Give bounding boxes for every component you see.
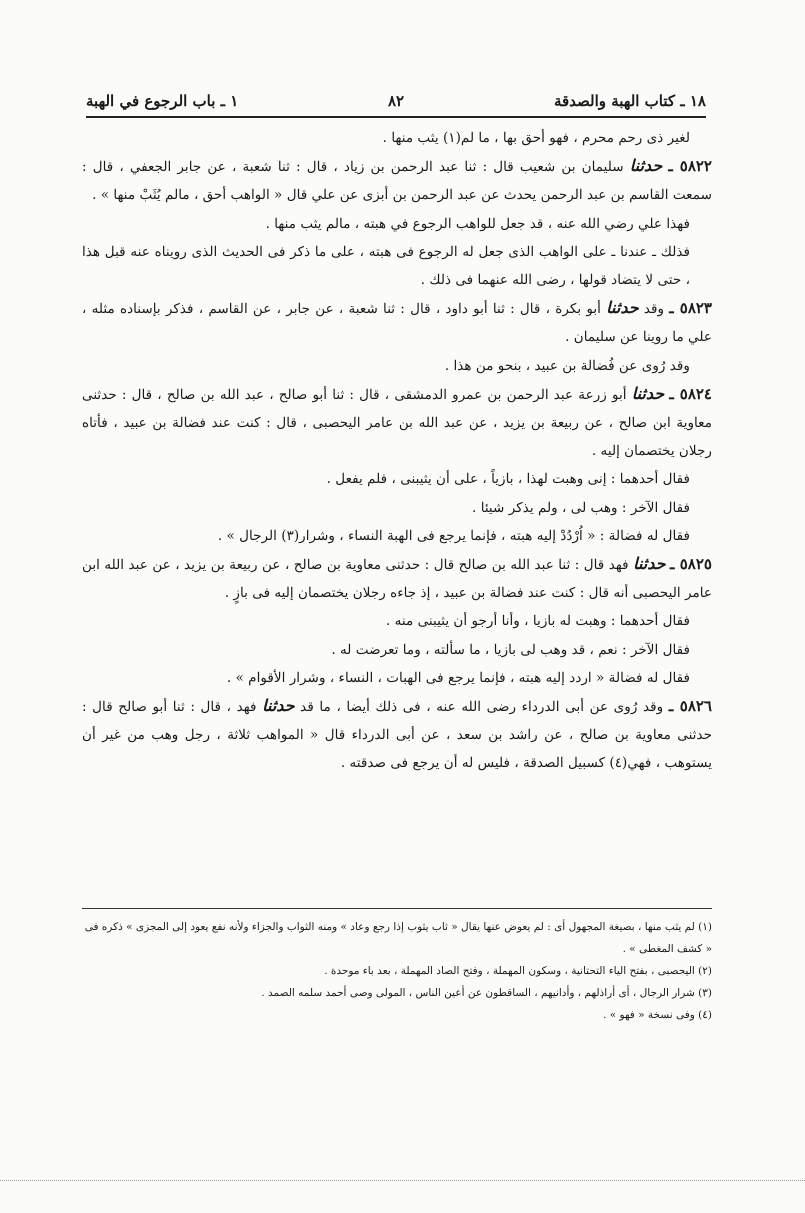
hadith-keyword: حدثنا	[631, 383, 665, 403]
text-line: فقال الآخر : وهب لى ، ولم يذكر شيئا .	[472, 499, 690, 516]
hadith-number: ٥٨٢٣ ـ	[669, 299, 712, 318]
main-text	[82, 124, 712, 778]
text-line: فقال له فضالة « اردد إليه هبته ، فإنما يرجع فى الهبات ، النساء ، وشرار الأقوام » .	[226, 669, 690, 686]
header-rule	[86, 116, 706, 118]
hadith-5823: ٥٨٢٣ ـ وقد حدثنا أبو بكرة ، قال : ثنا أبو داود ، قال : ثنا شعبة ، عن جابر ، عن القاسم ، فذكر بإسناده مثله ، علي ما روينا عن سليمان .	[82, 298, 712, 346]
hadith-keyword: حدثنا	[633, 554, 666, 574]
text-line: فقال الآخر : نعم ، قد وهب لى بازيا ، ما سألته ، وما تعرضت له .	[331, 641, 690, 658]
text-line: لغير ذى رحم محرم ، فهو أحق بها ، ما لم(١) يثب منها .	[382, 130, 690, 146]
running-header	[86, 92, 706, 116]
hadith-keyword: حدثنا	[629, 156, 663, 176]
text-line: فهذا علي رضي الله عنه ، قد جعل للواهب الرجوع في هبته ، مالم يثب منها .	[265, 215, 690, 232]
hadith-5822: ٥٨٢٢ ـ حدثنا سليمان بن شعيب قال : ثنا عبد الرحمن بن زياد ، قال : ثنا شعبة ، عن جابر الجعفي ، قال : سمعت القاسم بن عبد الرحمن يحدث عن عبد الرحمن بن أبزى عن علي قال « الواهب أحق ، مالم يُثَبْ منها » .	[82, 156, 712, 204]
footnote: (٤) وفى نسخة « فهو » .	[603, 1009, 712, 1021]
footnote: (٣) شرار الرجال ، أى أراذلهم ، وأدانيهم ، الساقطون عن أعين الناس ، المولى وصى أحمد سلمه الصمد .	[261, 987, 712, 999]
hadith-keyword: حدثنا	[606, 298, 639, 318]
hadith-5826: ٥٨٢٦ ـ وقد رُوى عن أبى الدرداء رضى الله عنه ، فى ذلك أيضا ، ما قد حدثنا فهد ، قال : ثنا أبو صالح قال : حدثنى معاوية بن صالح ، عن راشد بن سعد ، عن أبى الدرداء قال « المواهب ثلاثة ، رجل وهب من غير أن يستوهب ، فهي(٤) كسبيل الصدقة ، فليس له أن يرجع فى صدقته .	[82, 696, 712, 772]
footnote-rule	[82, 908, 712, 909]
text-line: فذلك ـ عندنا ـ على الواهب الذى جعل له الرجوع فى هبته ، على ما ذكر فى الحديث الذى رويناه عنه قبل هذا ، حتى لا يتضاد قولها ، رضى الله عنهما فى ذلك .	[82, 243, 690, 289]
chapter-title: ١٨ ـ كتاب الهبة والصدقة	[553, 92, 706, 110]
hadith-5825: ٥٨٢٥ ـ حدثنا فهد قال : ثنا عبد الله بن صالح قال : حدثنى معاوية بن صالح ، عن ربيعة بن يزيد ، عن عبد الله ابن عامر اليحصبى أنه قال : كنت عند فضالة بن عبيد ، إذ جاءه رجلان يختصمان إليه فى بازٍ .	[82, 554, 712, 602]
hadith-number: ٥٨٢٥ ـ	[670, 555, 712, 574]
footnote: (٢) اليحصبى ، بفتح الياء التحتانية ، وسكون المهملة ، وفتح الصاد المهملة ، بعد باء موحدة .	[324, 965, 712, 977]
section-title: ١ ـ باب الرجوع في الهبة	[86, 92, 239, 110]
hadith-keyword: حدثنا	[262, 696, 295, 716]
text-line: فقال أحدهما : إنى وهبت لهذا ، بازياً ، على أن يثيبنى ، فلم يفعل .	[326, 471, 690, 488]
hadith-5824: ٥٨٢٤ ـ حدثنا أبو زرعة عبد الرحمن بن عمرو الدمشقى ، قال : ثنا أبو صالح ، عبد الله بن صالح ، قال : حدثنى معاوية ابن صالح ، عن ربيعة بن يزيد ، عن عبد الله بن عامر اليحصبى ، قال : كنت عند فضالة بن عبيد ، فأتاه رجلان يختصمان إليه .	[82, 383, 712, 460]
page-number: ٨٢	[387, 92, 405, 110]
hadith-number: ٥٨٢٤ ـ	[669, 384, 712, 403]
footnotes	[82, 916, 712, 1026]
page-edge-rule	[0, 1180, 805, 1182]
hadith-number: ٥٨٢٦ ـ	[668, 697, 712, 716]
hadith-number: ٥٨٢٢ ـ	[668, 157, 712, 176]
text-line: فقال أحدهما : وهبت له بازيا ، وأنا أرجو أن يثيبنى منه .	[385, 613, 690, 630]
footnote: (١) لم يثب منها ، بصيغة المجهول أى : لم يعوض عنها يقال « ثاب يثوب إذا رجع وعاد » ومنه الثواب والجزاء ولأنه نفع يعود إلى المجزى » ذكره فى « كشف المغطى » .	[84, 921, 712, 955]
text-line: وقد رُوى عن فُضالة بن عبيد ، بنحو من هذا .	[444, 357, 690, 374]
text-line: فقال له فضالة : « اُرْدُدْ إليه هبته ، فإنما يرجع فى الهبة النساء ، وشرار(٣) الرجال » .	[217, 527, 690, 544]
